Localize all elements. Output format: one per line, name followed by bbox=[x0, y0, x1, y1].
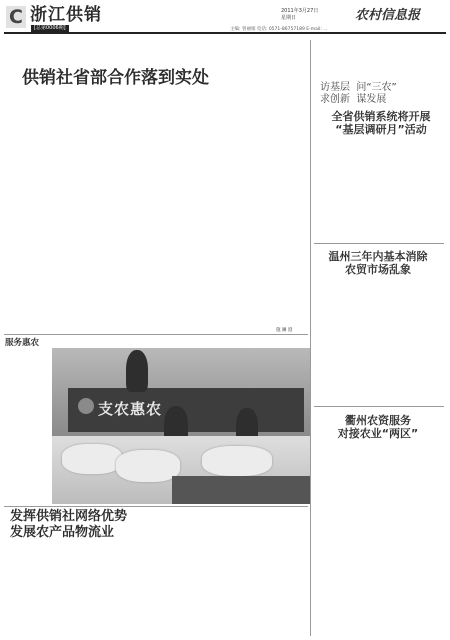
masthead-rule bbox=[4, 32, 446, 34]
section-title: 浙江供销 bbox=[30, 5, 102, 25]
side-article-3-text bbox=[318, 446, 442, 632]
bottom-article-column-3 bbox=[210, 546, 306, 636]
side-article-2-text bbox=[318, 282, 442, 402]
side-article-1-headline: 全省供销系统将开展 “基层调研月”活动 bbox=[331, 110, 431, 136]
person-figure bbox=[126, 350, 148, 392]
main-article-byline: 施 澜 澄 bbox=[276, 328, 293, 333]
photo-caption bbox=[6, 352, 46, 492]
editor-contact-line: 主编: 曾丽娟 电话: 0571-86757189 E-mail: ... bbox=[230, 27, 328, 32]
side-article-1-column-1 bbox=[318, 140, 378, 236]
side-article-3-headline: 衢州农资服务 对接农业“两区” bbox=[337, 414, 419, 440]
side-article-1-column-2 bbox=[382, 140, 442, 236]
main-headline: 供销社省部合作落到实处 bbox=[22, 68, 209, 88]
main-article-column-1 bbox=[22, 98, 112, 328]
side-divider-1 bbox=[314, 243, 444, 244]
news-photo bbox=[52, 348, 310, 504]
bottom-headline: 发挥供销社网络优势 发展农产品物流业 bbox=[10, 509, 128, 540]
sack bbox=[116, 450, 180, 482]
photo-section-label: 服务惠农 bbox=[5, 338, 40, 348]
section-logo: C bbox=[6, 6, 26, 28]
column-divider bbox=[310, 40, 311, 636]
main-article-column-3 bbox=[210, 98, 302, 324]
bottom-article-column-2 bbox=[110, 546, 206, 636]
side-article-2-headline: 温州三年内基本消除 农贸市场乱象 bbox=[328, 250, 428, 276]
publication-date: 2011年3月27日 bbox=[281, 8, 319, 14]
side-article-1-kicker: 访基层 问“三农” 求创新 谋发展 bbox=[320, 82, 397, 105]
issue-number: [总第0006期] bbox=[31, 25, 69, 32]
newspaper-name: 农村信息报 bbox=[355, 8, 421, 23]
photo-top-rule bbox=[4, 334, 308, 335]
photo-cart bbox=[172, 476, 310, 504]
bottom-article-column-1 bbox=[10, 546, 106, 636]
main-article-column-2 bbox=[116, 98, 206, 328]
photo-banner-text: 支农惠农 bbox=[98, 400, 163, 418]
photo-bottom-rule bbox=[4, 506, 308, 507]
side-divider-2 bbox=[314, 406, 444, 407]
publication-weekday: 星期日 bbox=[281, 15, 297, 21]
sack bbox=[202, 446, 272, 476]
sack bbox=[62, 444, 122, 474]
banner-logo-icon bbox=[78, 398, 94, 414]
